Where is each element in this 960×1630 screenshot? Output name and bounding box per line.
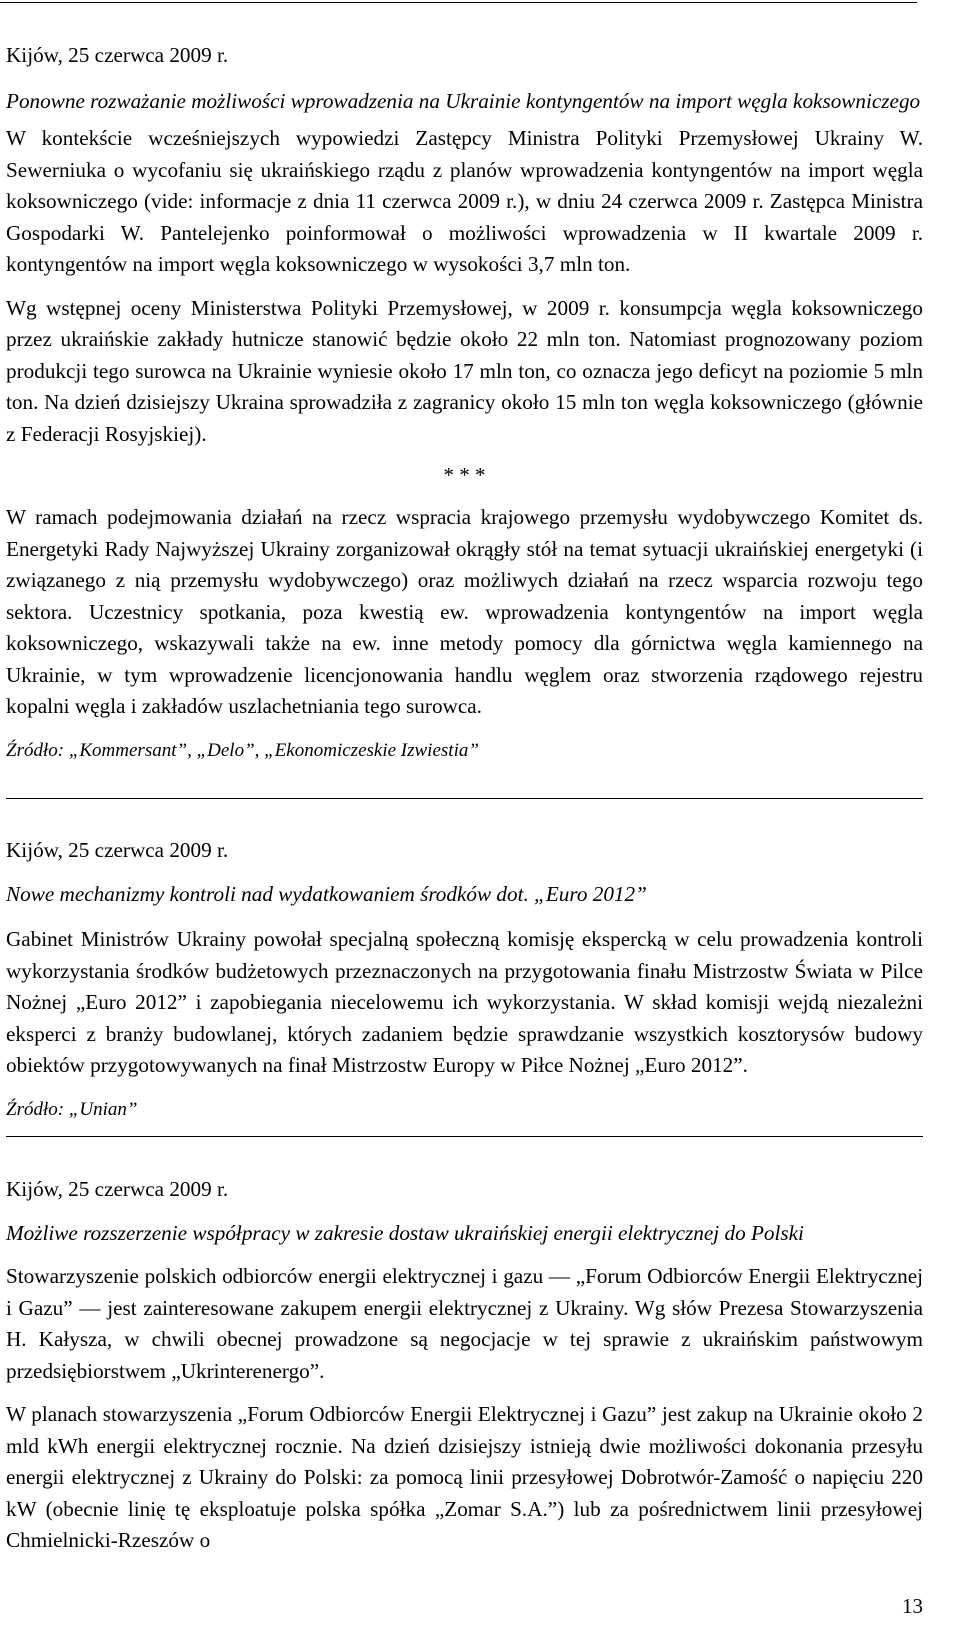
article-3-paragraph-2: W planach stowarzyszenia „Forum Odbiorców Energii Elektrycznej i Gazu” jest zakup na Ukrainie około 2 mld kWh energii elektrycznej rocznie. Na dzień dzisiejszy istnieją dwie możliwości dokonania przesyłu energii elektrycznej z Ukrainy do Polski: za pomocą linii przesyłowej Dobrotwór-Zamość o napięciu 220 kW (obecnie linię tę eksploatuje polska spółka „Zomar S.A.”) lub za pośrednictwem linii przesyłowej Chmielnicki-Rzeszów o <box>6 1402 923 1552</box>
article-2-source: Źródło: „Unian” <box>6 1098 138 1120</box>
article-3 <box>6 1174 923 1557</box>
article-1 <box>6 40 923 765</box>
article-divider-1 <box>6 798 923 799</box>
article-1-dateline: Kijów, 25 czerwca 2009 r. <box>6 43 229 67</box>
article-1-paragraph-1: W kontekście wcześniejszych wypowiedzi Zastępcy Ministra Polityki Przemysłowej Ukrainy W. Sewerniuka o wycofaniu się ukraińskiego rządu z planów wprowadzenia kontyngentów na import węgla koksowniczego (vide: informacje z dnia 11 czerwca 2009 r.), w dniu 24 czerwca 2009 r. Zastępca Ministra Gospodarki W. Pantelejenko poinformował o możliwości wprowadzenia w II kwartale 2009 r. kontyngentów na import węgla koksowniczego w wysokości 3,7 mln ton. <box>6 126 923 276</box>
article-1-headline: Ponowne rozważanie możliwości wprowadzenia na Ukrainie kontyngentów na import węgla koksowniczego <box>6 88 921 113</box>
article-1-paragraph-2: Wg wstępnej oceny Ministerstwa Polityki Przemysłowej, w 2009 r. konsumpcja węgla koksowniczego przez ukraińskie zakłady hutnicze stanowić będzie około 22 mln ton. Natomiast prognozowany poziom produkcji tego surowca na Ukrainie wyniesie około 17 mln ton, co oznacza jego deficyt na poziomie 5 mln ton. Na dzień dzisiejszy Ukraina sprowadziła z zagranicy około 15 mln ton węgla koksowniczego (głównie z Federacji Rosyjskiej). <box>6 295 923 446</box>
article-2-paragraph-1: Gabinet Ministrów Ukrainy powołał specjalną społeczną komisję ekspercką w celu prowadzenia kontroli wykorzystania środków budżetowych przeznaczonych na przygotowania finału Mistrzostw Świata w Pilce Nożnej „Euro 2012” i zapobiegania niecelowemu ich wykorzystania. W skład komisji wejdą niezależni eksperci z branży budowlanej, których zadaniem będzie sprawdzanie wszystkich kosztorysów budowy obiektów przygotowywanych na finał Mistrzostw Europy w Piłce Nożnej „Euro 2012”. <box>6 927 923 1077</box>
article-divider-2 <box>6 1136 923 1137</box>
article-3-headline: Możliwe rozszerzenie współpracy w zakresie dostaw ukraińskiej energii elektrycznej do Polski <box>6 1220 804 1245</box>
article-2-headline: Nowe mechanizmy kontroli nad wydatkowaniem środków dot. „Euro 2012” <box>6 881 647 906</box>
article-3-paragraph-1: Stowarzyszenie polskich odbiorców energii elektrycznej i gazu — „Forum Odbiorców Energii Elektrycznej i Gazu” — jest zainteresowane zakupem energii elektrycznej z Ukrainy. Wg słów Prezesa Stowarzyszenia H. Kałysza, w chwili obecnej prowadzone są negocjacje w tej sprawie z ukraińskim państwowym przedsiębiorstwem „Ukrinterenergo”. <box>6 1264 923 1383</box>
section-separator: * * * <box>443 463 486 487</box>
article-3-dateline: Kijów, 25 czerwca 2009 r. <box>6 1177 229 1201</box>
top-rule <box>0 2 917 3</box>
article-1-paragraph-3: W ramach podejmowania działań na rzecz wspracia krajowego przemysłu wydobywczego Komitet ds. Energetyki Rady Najwyższej Ukrainy zorganizował okrągły stół na temat sytuacji ukraińskiej energetyki (i związanego z nią przemysłu wydobywczego) oraz możliwych działań na rzecz wsparcia rozwoju tego sektora. Uczestnicy spotkania, poza kwestią ew. wprowadzenia kontyngentów na import węgla koksowniczego, wskazywali także na ew. inne metody pomocy dla górnictwa węgla kamiennego na Ukrainie, w tym wprowadzenie licencjonowania handlu węglem oraz stworzenia rządowego rejestru kopalni węgla i zakładów uszlachetniania tego surowca. <box>6 505 923 718</box>
article-1-source: Źródło: „Kommersant”, „Delo”, „Ekonomiczeskie Izwiestia” <box>6 739 479 761</box>
article-2-dateline: Kijów, 25 czerwca 2009 r. <box>6 838 229 862</box>
page-number: 13 <box>902 1594 923 1618</box>
article-2 <box>6 835 923 1124</box>
